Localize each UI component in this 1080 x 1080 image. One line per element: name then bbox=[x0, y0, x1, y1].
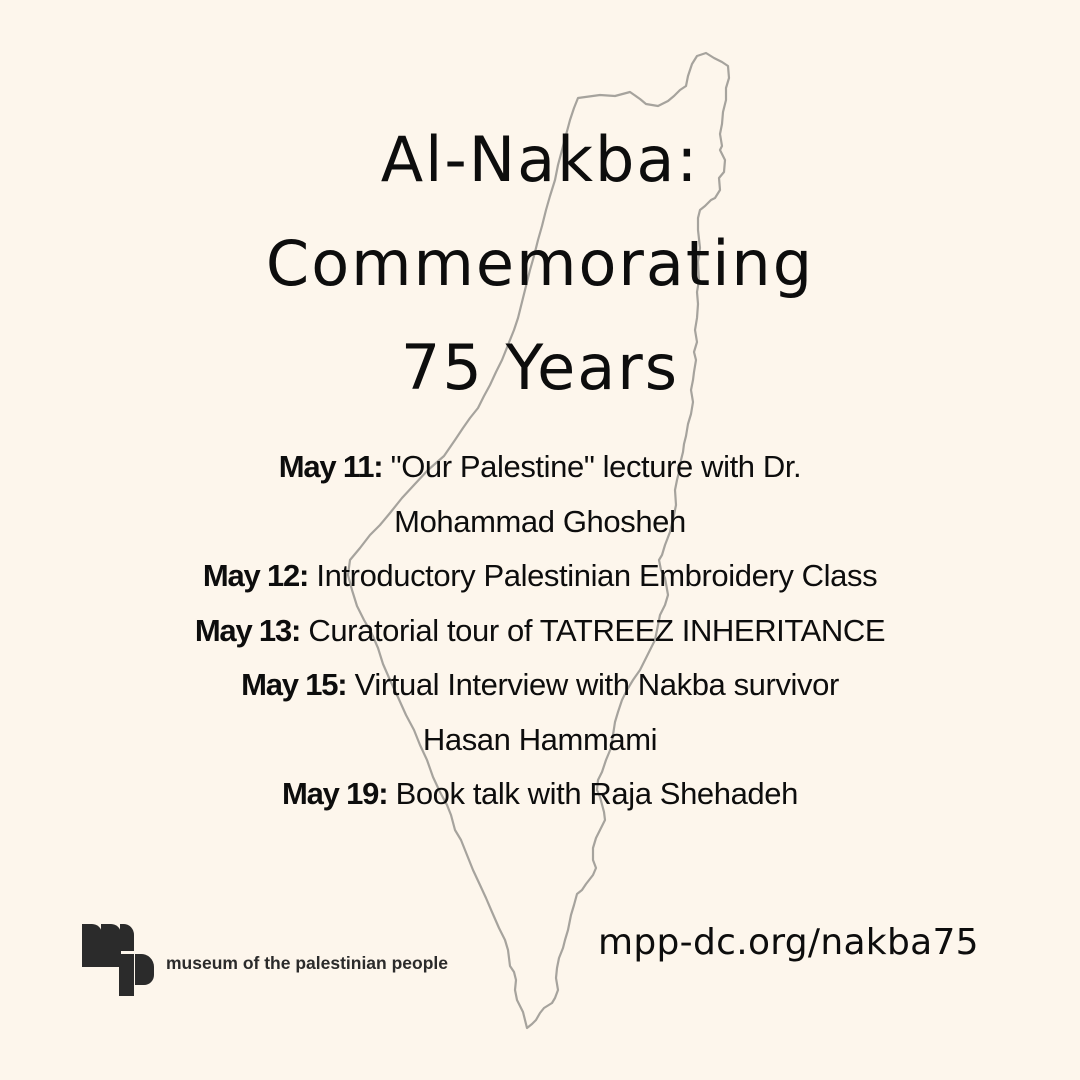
mpp-logo-icon bbox=[82, 922, 154, 996]
event-date: May 12: bbox=[202, 558, 309, 593]
event-item-may-19 bbox=[0, 767, 1080, 822]
event-item-may-15-continued: Hasan Hammami bbox=[422, 721, 658, 757]
event-description: Virtual Interview with Nakba survivor bbox=[354, 667, 839, 702]
museum-logo bbox=[82, 922, 448, 996]
event-item-may-12 bbox=[0, 549, 1080, 604]
event-item-may-13 bbox=[0, 604, 1080, 659]
title-line-1: Al-Nakba: bbox=[380, 123, 700, 196]
event-url[interactable]: mpp-dc.org/nakba75 bbox=[598, 922, 979, 963]
poster-title bbox=[0, 108, 1080, 420]
event-schedule bbox=[0, 440, 1080, 822]
event-item-may-11 bbox=[0, 440, 1080, 495]
event-description: "Our Palestine" lecture with Dr. bbox=[390, 449, 802, 484]
title-line-3: 75 Years bbox=[400, 331, 680, 404]
event-date: May 13: bbox=[194, 612, 301, 648]
event-date: May 15: bbox=[241, 667, 347, 702]
title-line-2: Commemorating bbox=[265, 227, 815, 300]
event-date: May 11: bbox=[278, 449, 383, 484]
event-description: Introductory Palestinian Embroidery Class bbox=[316, 558, 878, 593]
event-item-may-11-continued: Mohammad Ghosheh bbox=[394, 503, 686, 539]
event-date: May 19: bbox=[282, 776, 388, 811]
organization-name: museum of the palestinian people bbox=[166, 952, 448, 973]
event-description: Book talk with Raja Shehadeh bbox=[395, 776, 798, 811]
event-item-may-15 bbox=[0, 658, 1080, 713]
event-description: Curatorial tour of TATREEZ INHERITANCE bbox=[308, 612, 886, 648]
